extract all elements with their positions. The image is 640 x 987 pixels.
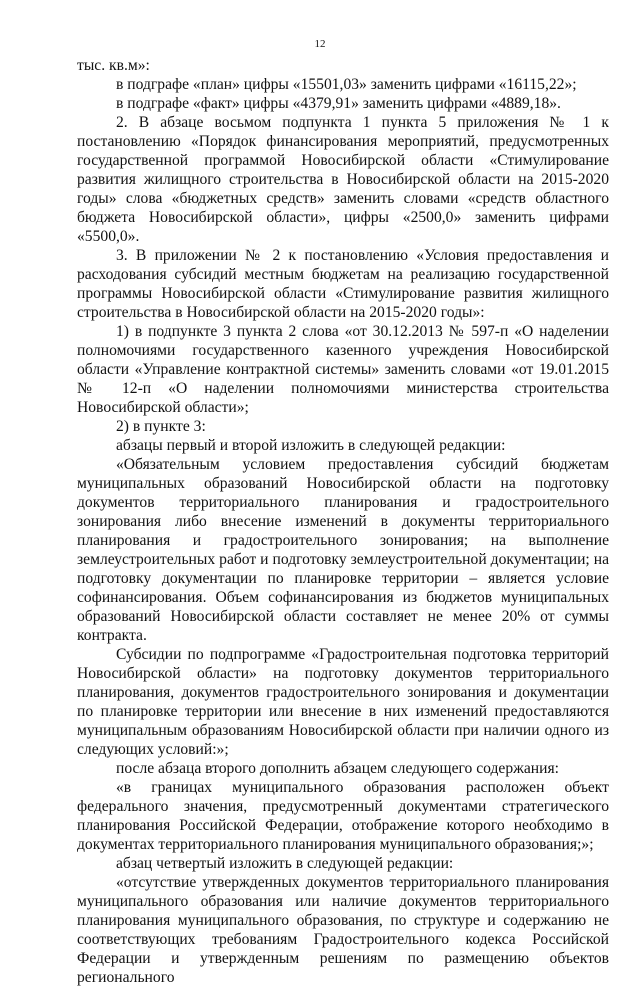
paragraph: абзацы первый и второй изложить в следующей редакции: <box>116 437 506 454</box>
paragraph: 3. В приложении № 2 к постановлению «Условия предоставления и расходования субсидий местным бюджетам на реализацию государственной программы Новосибирской области «Стимулирование развития жилищного строительства в Новосибирской области на 2015-2020 годы»: <box>77 247 609 321</box>
paragraph: 2. В абзаце восьмом подпункта 1 пункта 5 приложения № 1 к постановлению «Порядок финансирования мероприятий, предусмотренных государственной программой Новосибирской области «Стимулирование развития жилищного строительства в Новосибирской области на 2015-2020 годы» слова «бюджетных средств» заменить словами «средств областного бюджета Новосибирской области», цифры «2500,0» заменить цифрами «5500,0». <box>77 114 609 245</box>
paragraph: «в границах муниципального образования расположен объект федерального значения, предусмотренный документами стратегического планирования Российской Федерации, отображение которого необходимо в документах территориального планирования муниципального образования;»; <box>77 779 609 853</box>
paragraph: тыс. кв.м»: <box>77 57 150 74</box>
document-body <box>77 56 609 987</box>
paragraph: «Обязательным условием предоставления субсидий бюджетам муниципальных образований Новосибирской области на подготовку документов территориального планирования и градостроительного зонирования либо внесение изменений в документы территориального планирования и градостроительного зонирования; на выполнение землеустроительных работ и подготовку землеустроительной документации; на подготовку документации по планировке территории – является условие софинансирования. Объем софинансирования из бюджетов муниципальных образований Новосибирской области составляет не менее 20% от суммы контракта. <box>77 456 609 644</box>
paragraph: после абзаца второго дополнить абзацем следующего содержания: <box>116 760 560 777</box>
paragraph: абзац четвертый изложить в следующей редакции: <box>116 855 454 872</box>
paragraph: 2) в пункте 3: <box>116 418 206 435</box>
paragraph: 1) в подпункте 3 пункта 2 слова «от 30.12.2013 № 597-п «О наделении полномочиями государственного казенного учреждения Новосибирской области «Управление контрактной системы» заменить словами «от 19.01.2015 № 12-п «О наделении полномочиями министерства строительства Новосибирской области»; <box>77 323 609 416</box>
paragraph: в подграфе «факт» цифры «4379,91» заменить цифрами «4889,18». <box>116 95 561 112</box>
paragraph: Субсидии по подпрограмме «Градостроительная подготовка территорий Новосибирской области» на подготовку документов территориального планирования, документов градостроительного зонирования и документации по планировке территории или внесение в них изменений предоставляются муниципальным образованиям Новосибирской области при наличии одного из следующих условий:»; <box>77 646 609 758</box>
page-number: 12 <box>314 38 326 50</box>
paragraph: «отсутствие утвержденных документов территориального планирования муниципального образования или наличие документов территориального планирования муниципального образования, по структуре и содержанию не соответствующих требованиям Градостроительного кодекса Российской Федерации и утвержденным решениям по размещению объектов регионального <box>77 874 609 986</box>
paragraph: в подграфе «план» цифры «15501,03» заменить цифрами «16115,22»; <box>116 76 577 93</box>
